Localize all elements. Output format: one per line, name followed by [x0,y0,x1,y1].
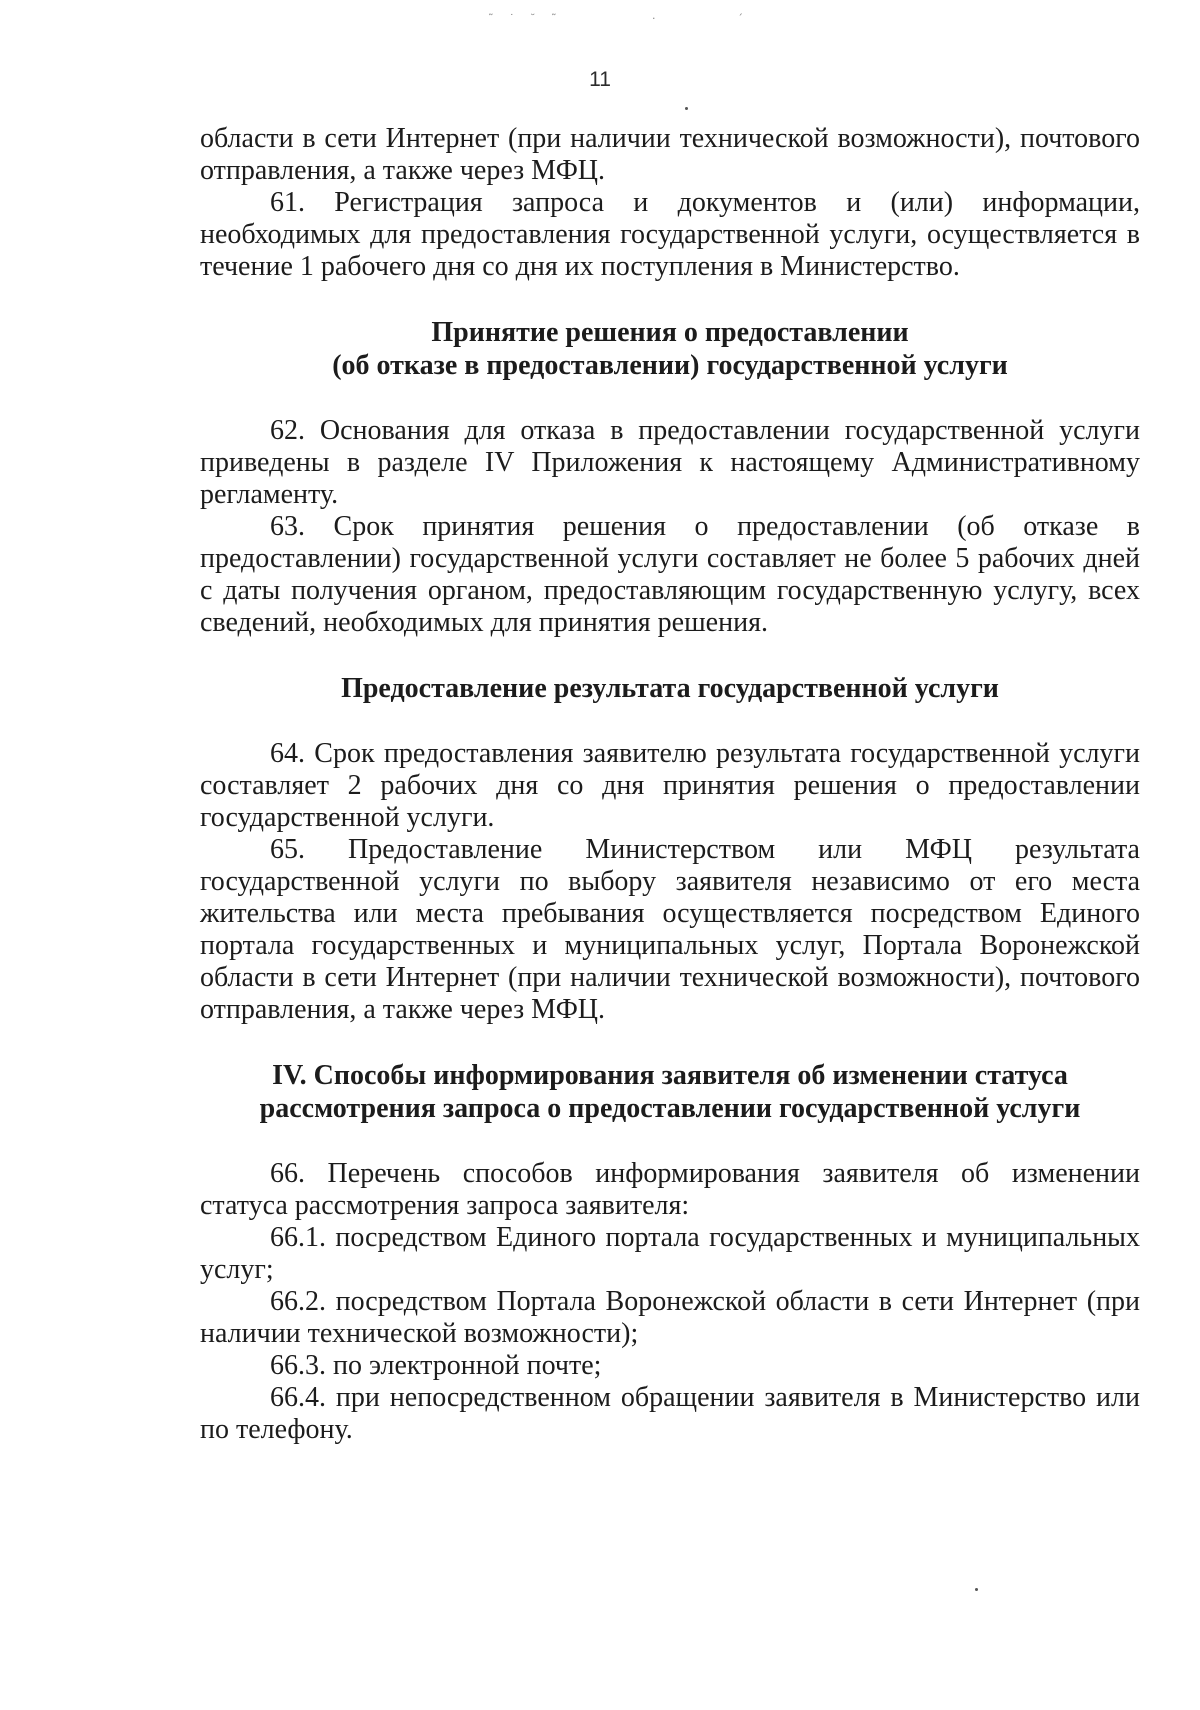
paragraph: 66.3. по электронной почте; [270,1350,602,1381]
section-heading-line: (об отказе в предоставлении) государственной услуги [332,350,1008,381]
paragraph: 64. Срок предоставления заявителю результата государственной услуги составляет 2 рабочих дня со дня принятия решения о предоставлении государственной услуги. [200,738,1140,833]
section-spacer [200,1125,1140,1158]
section-heading-line: рассмотрения запроса о предоставлении государственной услуги [259,1093,1081,1124]
paragraph: 61. Регистрация запроса и документов и (или) информации, необходимых для предоставления государственной услуги, осуществляется в течение 1 рабочего дня со дня их поступления в Министерство. [200,187,1140,282]
document-body [200,123,1140,1446]
section-heading [200,1059,1140,1125]
section-heading-line: IV. Способы информирования заявителя об изменении статуса [272,1060,1068,1091]
paragraph: 62. Основания для отказа в предоставлении государственной услуги приведены в разделе IV Приложения к настоящему Административному регламенту. [200,415,1140,510]
paragraph: 66. Перечень способов информирования заявителя об изменении статуса рассмотрения запроса заявителя: [200,1158,1140,1221]
paragraph: области в сети Интернет (при наличии технической возможности), почтового отправления, а также через МФЦ. [200,123,1140,186]
scan-artifact-marks-right: · ´ [652,12,749,25]
section-heading [200,672,1140,705]
section-spacer [200,382,1140,415]
section-heading [200,316,1140,382]
paragraph: 66.1. посредством Единого портала государственных и муниципальных услуг; [200,1222,1140,1285]
paragraph: 66.4. при непосредственном обращении заявителя в Министерство или по телефону. [200,1382,1140,1445]
scan-speck-bottom [975,1588,978,1591]
paragraph: 66.2. посредством Портала Воронежской области в сети Интернет (при наличии технической возможности); [200,1286,1140,1349]
section-heading-line: Предоставление результата государственной услуги [341,673,999,704]
section-spacer [200,1026,1140,1059]
section-heading-line: Принятие решения о предоставлении [431,317,909,348]
page-number: 11 [589,68,611,91]
paragraph: 65. Предоставление Министерством или МФЦ результата государственной услуги по выбору заявителя независимо от его места жительства или места пребывания осуществляется посредством Единого портала государственных и муниципальных услуг, Портала Воронежской области в сети Интернет (при наличии технической возможности), почтового отправления, а также через МФЦ. [200,834,1140,1025]
paragraph: 63. Срок принятия решения о предоставлении (об отказе в предоставлении) государственной услуги составляет не более 5 рабочих дней с даты получения органом, предоставляющим государственную услугу, всех сведений, необходимых для принятия решения. [200,511,1140,638]
section-spacer [200,639,1140,672]
scan-artifact-marks: ˜ ˙ ˘ ˜ [488,12,563,25]
section-spacer [200,283,1140,316]
section-spacer [200,705,1140,738]
scan-speck [685,107,688,110]
